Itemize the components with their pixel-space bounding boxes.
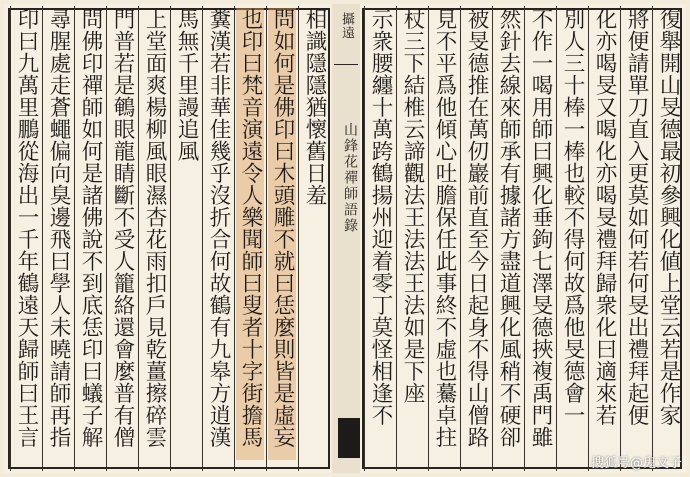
right-column-rule <box>364 6 365 471</box>
right-column: 被旻德推在萬仞巖前直至今日起身不得山僧路 <box>464 8 489 448</box>
watermark: 搜狐号@鬼文子 <box>590 456 682 471</box>
left-column-rule <box>106 6 107 471</box>
right-column: 將便請單刀直入更莫如何若何旻出禮拜起便 <box>624 8 649 426</box>
left-column: 糞漢若非華佳幾乎沒折合何故鶴有九皋方逍漢 <box>206 8 231 448</box>
left-column-rule <box>202 6 203 471</box>
right-column: 示衆腰纏十萬跨鶴揚州迎着零丁莫怪相逢不 <box>368 8 393 426</box>
right-column-rule <box>492 6 493 471</box>
left-column: 問佛印禪師如何是諸佛說不到底恁印曰蟻子解 <box>78 8 103 448</box>
gutter-rule <box>334 64 358 65</box>
right-column: 復舉開山旻德最初參興化値上堂云若是作家 <box>656 8 681 426</box>
left-column: 也印曰梵音演遠令人樂聞師曰叟者十字街擔馬 <box>236 8 264 460</box>
right-column: 化亦喝旻又喝化亦喝旻禮拜歸衆化曰適來若 <box>592 8 617 426</box>
left-column-rule <box>74 6 75 471</box>
left-column-rule <box>234 6 235 471</box>
left-column-rule <box>42 6 43 471</box>
left-column-rule <box>170 6 171 471</box>
left-column: 問如何是佛印曰木頭雕不就曰恁麼則皆是虛妄 <box>268 8 296 460</box>
left-column-rule <box>298 6 299 471</box>
left-column-rule <box>138 6 139 471</box>
left-column: 印曰九萬里鵬從海出一千年鶴遠天歸師曰王言 <box>14 8 39 448</box>
right-column: 別人三十棒一棒也較不得何故爲他旻德會一 <box>560 8 585 426</box>
left-column: 相識隱隱猶懷舊日羞 <box>302 8 327 206</box>
right-column-rule <box>524 6 525 471</box>
left-column: 上堂面爽楊柳風眼濕杏花雨扣戶見乾薑擦碎雲 <box>142 8 167 448</box>
left-column: 馬無千里謾追風 <box>174 8 199 162</box>
right-column-rule <box>396 6 397 471</box>
right-column: 杖三下結椎云諦觀法王法法王法如是下座 <box>400 8 425 404</box>
gutter-title: 山鋒花禪師語錄 <box>342 122 358 234</box>
right-column-rule <box>428 6 429 471</box>
right-column-rule <box>588 6 589 471</box>
right-column: 然針去線來師承有據諸方盡道興化風稍不硬卻 <box>496 8 521 448</box>
gutter-header: 攝遠 <box>339 12 354 40</box>
right-column-rule <box>556 6 557 471</box>
left-column: 門普若是鵪眼龍睛斷不受人籠絡還會麼普有僧 <box>110 8 135 448</box>
right-column-rule <box>620 6 621 471</box>
fishtail-mark <box>338 418 360 458</box>
left-column-rule <box>10 6 11 471</box>
right-column: 不作一喝用師曰興化垂鉤七澤旻德挾複禹門雖 <box>528 8 553 448</box>
right-column-rule <box>460 6 461 471</box>
left-column: 尋腥處走蒼蠅偏向臭邊飛曰學人未曉請師再指 <box>46 8 71 448</box>
right-column: 見不平爲他傾心吐膽保任此事終不虛也驀卓拄 <box>432 8 457 448</box>
left-column-rule <box>266 6 267 471</box>
gutter <box>332 4 360 473</box>
right-column-rule <box>652 6 653 471</box>
